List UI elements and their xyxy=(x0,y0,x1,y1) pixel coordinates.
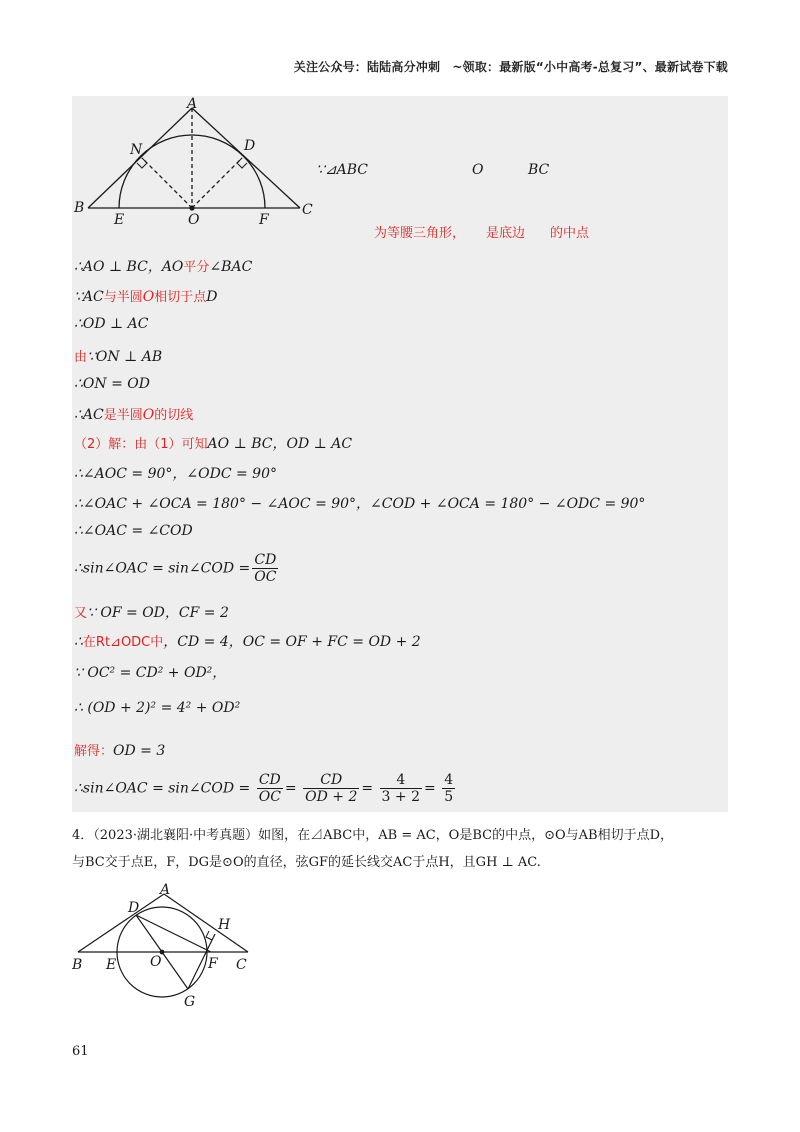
proof-line-4: 由∵ON ⊥ AB xyxy=(74,349,163,365)
proof-line-2: ∵AC与半圆O相切于点D xyxy=(74,289,218,305)
since-bc: BC xyxy=(528,162,550,178)
proof-line-14: ∵ OC² = CD² + OD²， xyxy=(74,665,227,681)
label-A2: A xyxy=(160,882,171,898)
proof-line-17: ∴sin∠OAC = sin∠COD = $\frac{CD}{OC}$ = $\frac{CD}{OD + 2}$ = $\frac{4}{3 + 2}$ = $\frac{4}{5}$ xyxy=(74,772,454,805)
proof-line-9: ∴∠OAC + ∠OCA = 180° − ∠AOC = 90°，∠COD + ∠OCA = 180° − ∠ODC = 90° xyxy=(74,496,646,512)
figure-circle-triangle xyxy=(72,882,272,1007)
proof-line-1: ∴AO ⊥ BC，AO平分∠BAC xyxy=(74,259,253,275)
since-o: O xyxy=(472,162,484,178)
proof-line-11: ∴sin∠OAC = sin∠COD = $\frac{CD}{OC}$ xyxy=(74,552,277,585)
proof-line-7: （2）解：由（1）可知AO ⊥ BC，OD ⊥ AC xyxy=(74,436,353,452)
proof-line-3: ∴OD ⊥ AC xyxy=(74,316,149,332)
label-E: E xyxy=(114,212,125,226)
proof-line-6: ∴AC是半圆O的切线 xyxy=(74,407,194,423)
label-B: B xyxy=(74,200,85,216)
page-number: 61 xyxy=(72,1044,89,1059)
label-H2: H xyxy=(218,917,231,933)
question-4 xyxy=(72,822,732,876)
proof-line-10: ∴∠OAC = ∠COD xyxy=(74,523,193,539)
proof-line-15: ∴ (OD + 2)² = 4² + OD² xyxy=(74,700,241,716)
proof-line-12: 又∵ OF = OD，CF = 2 xyxy=(74,605,229,621)
figure-semicircle-triangle xyxy=(72,96,332,226)
label-E2: E xyxy=(106,957,117,973)
page-header: 关注公众号：陆陆高分冲刺 ~领取：最新版“小中高考-总复习”、最新试卷下载 xyxy=(293,60,728,74)
label-B2: B xyxy=(72,957,83,973)
proof-line-16: 解得：OD = 3 xyxy=(74,743,166,759)
proof-line-8: ∴∠AOC = 90°，∠ODC = 90° xyxy=(74,466,277,482)
label-C: C xyxy=(302,202,313,218)
label-F2: F xyxy=(208,956,218,972)
label-G2: G xyxy=(184,994,196,1007)
solution-box xyxy=(72,96,728,812)
proof-line-5: ∴ON = OD xyxy=(74,376,150,392)
question-4-line-1: 4．（2023·湖北襄阳·中考真题）如图，在⊿ABC中，AB = AC，O是BC的中点，⊙O与AB相切于点D， xyxy=(72,828,673,843)
label-F: F xyxy=(259,212,269,226)
since-abc: ∵⊿ABC xyxy=(316,162,369,178)
question-4-line-2: 与BC交于点E，F，DG是⊙O的直径，弦GF的延长线交AC于点H，且GH ⊥ AC. xyxy=(72,855,541,870)
label-N: N xyxy=(130,142,143,158)
label-C2: C xyxy=(236,957,247,973)
proof-line-13: ∴在Rt⊿ODC中，CD = 4，OC = OF + FC = OD + 2 xyxy=(74,634,421,650)
label-D2: D xyxy=(128,900,140,916)
red-note-b: 是底边 xyxy=(486,226,526,241)
label-O2: O xyxy=(150,954,162,970)
label-A: A xyxy=(187,96,198,112)
label-D: D xyxy=(244,138,256,154)
red-note-c: 的中点 xyxy=(550,226,590,241)
red-note-a: 为等腰三角形， xyxy=(374,226,466,241)
label-O: O xyxy=(188,212,200,226)
